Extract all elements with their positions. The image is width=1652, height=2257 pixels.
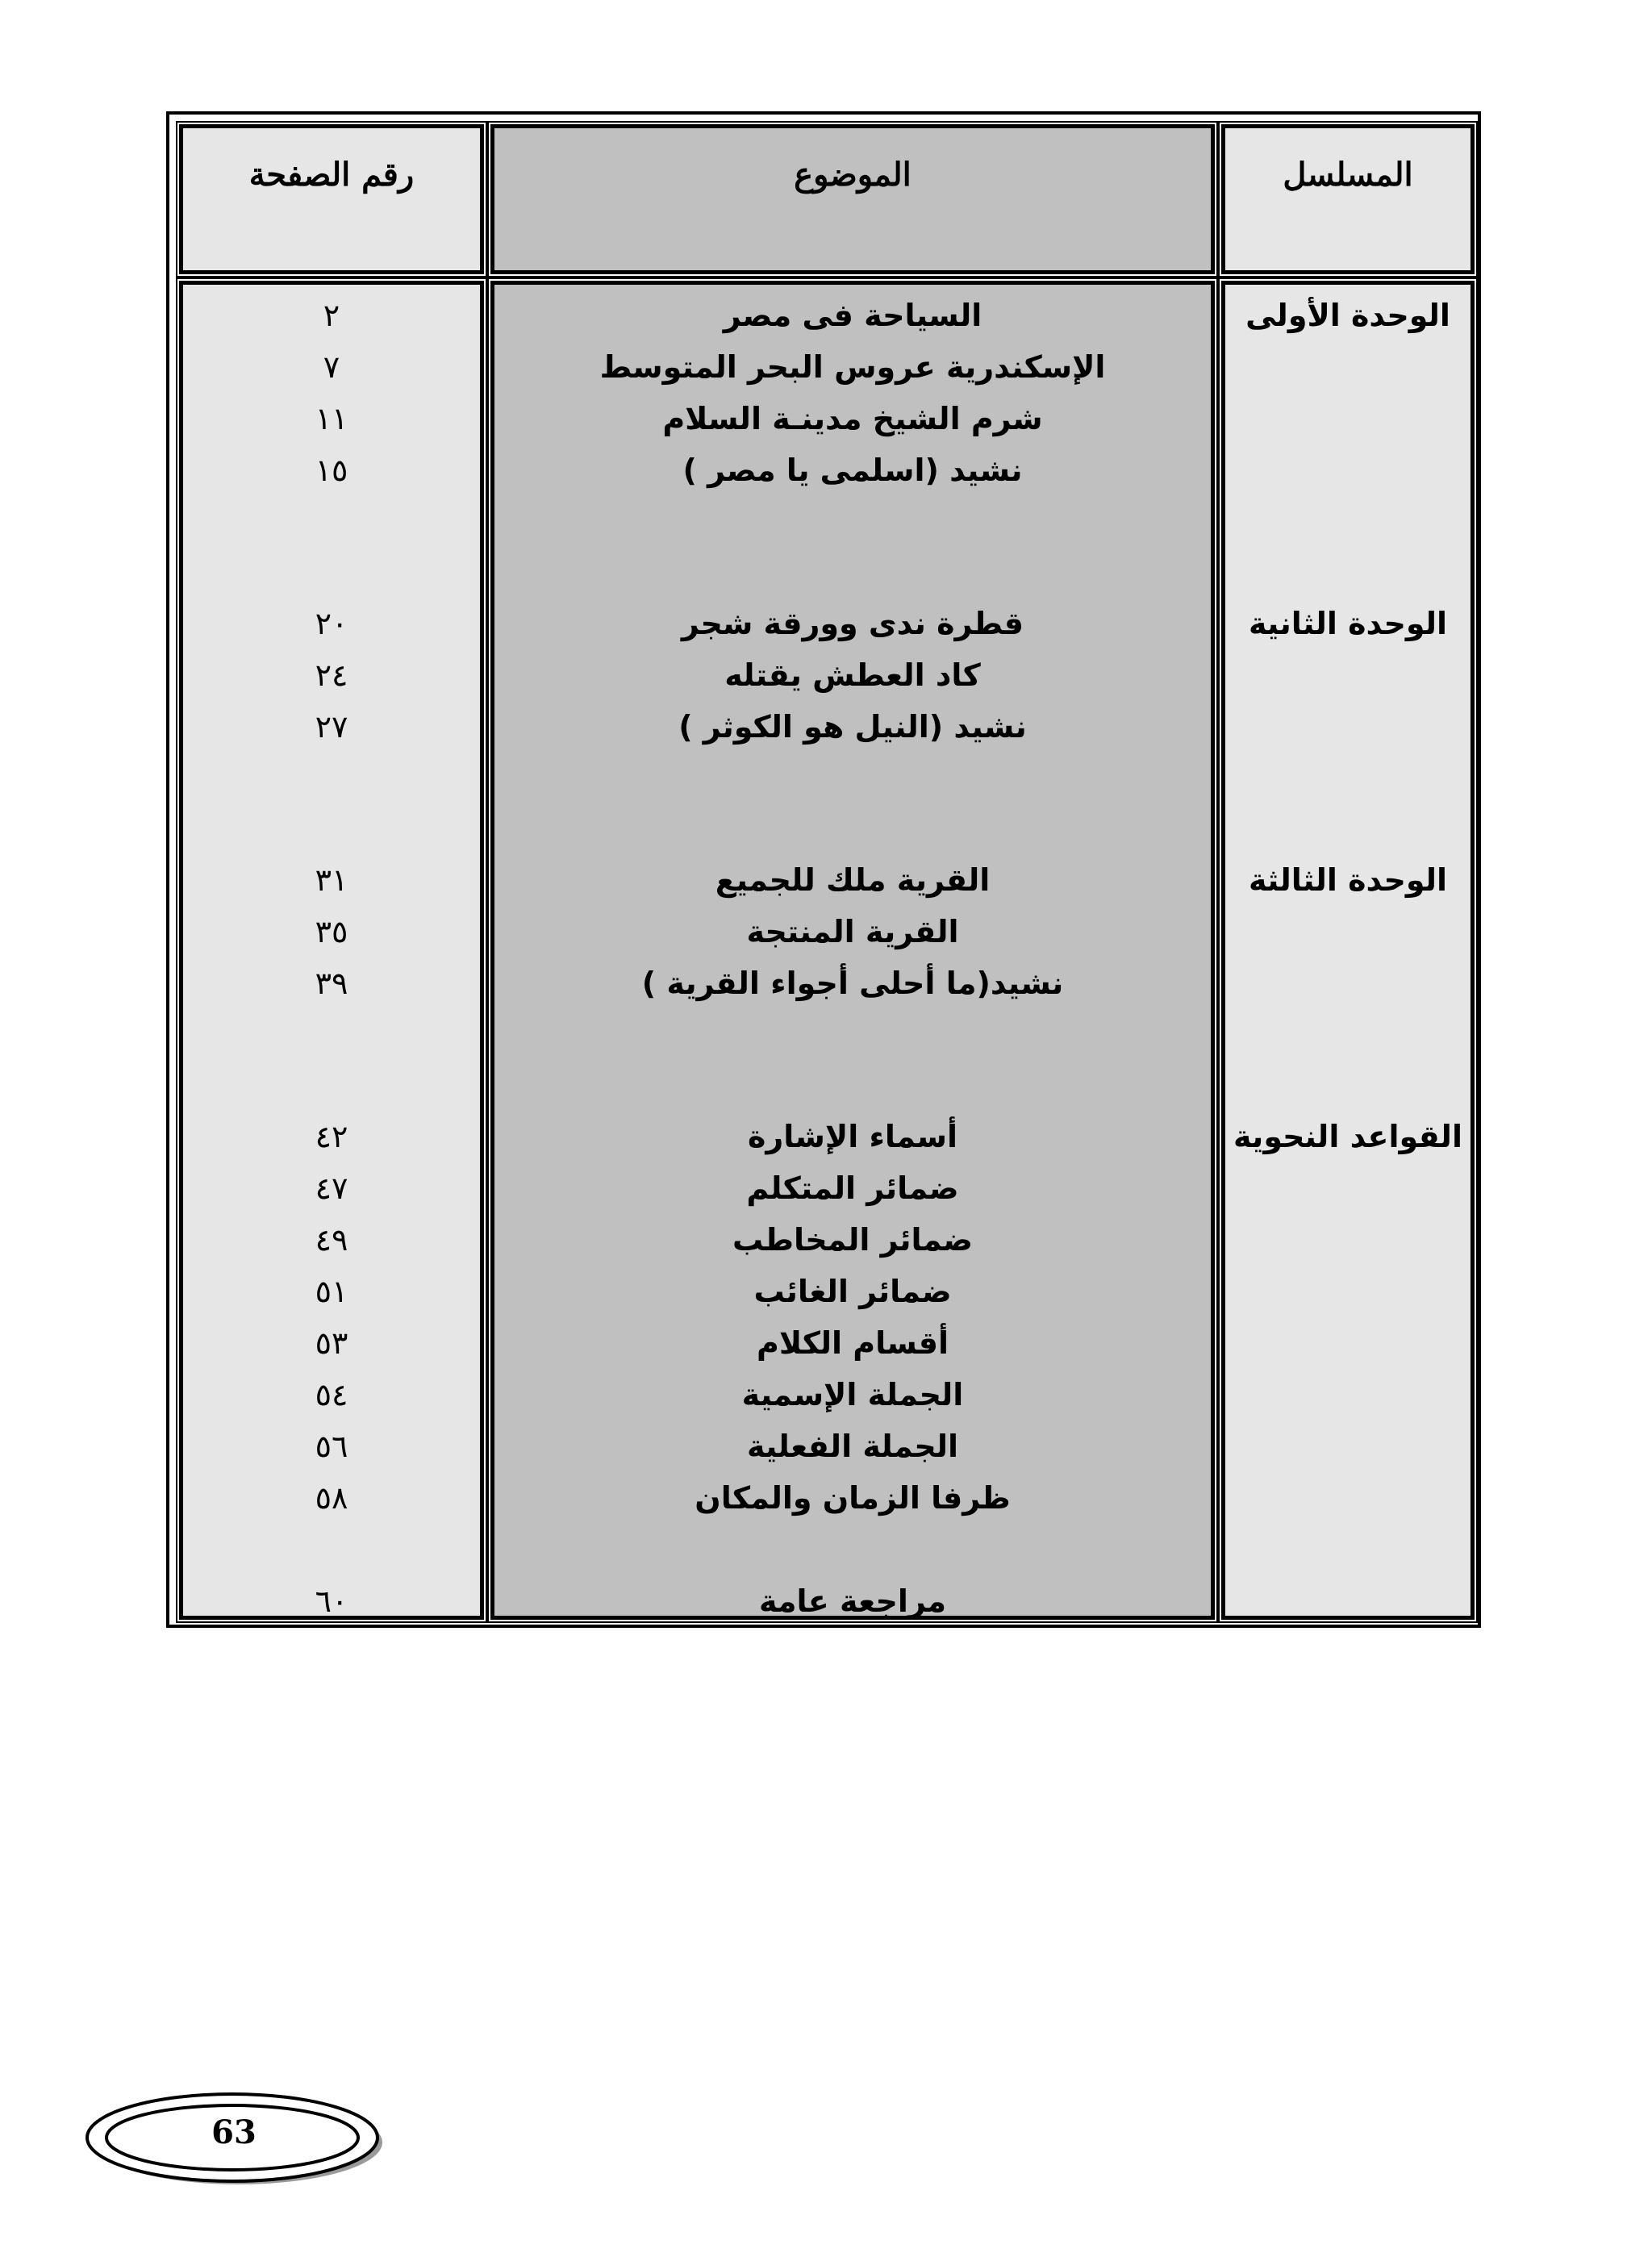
page-number: ٣٩ (315, 966, 348, 1001)
unit-label: الوحدة الثالثة (1248, 862, 1448, 898)
topic-item: ضمائر المخاطب (732, 1222, 974, 1258)
topic-item: السياحة فى مصر (723, 298, 982, 333)
topic-item: شرم الشيخ مدينـة السلام (662, 401, 1043, 436)
page-number-column (179, 281, 484, 1620)
topic-item: ضمائر المتكلم (746, 1170, 959, 1206)
page-number: ٣٥ (315, 914, 348, 949)
page-number-badge (81, 2089, 387, 2189)
topic-item: نشيد(ما أحلى أجواء القرية ) (641, 966, 1064, 1001)
page-number: ٣١ (315, 862, 348, 898)
unit-column (1221, 281, 1475, 1620)
topic-item: القرية ملك للجميع (715, 862, 991, 898)
topic-item: نشيد (اسلمى يا مصر ) (682, 453, 1023, 488)
topic-item: أقسام الكلام (756, 1325, 949, 1361)
header-cell-serial (1221, 124, 1475, 274)
topic-item: ظرفا الزمان والمكان (695, 1480, 1011, 1516)
header-topic-label: الموضوع (794, 156, 912, 194)
page-number: ٢٤ (315, 657, 348, 693)
topic-item: نشيد (النيل هو الكوثر ) (678, 709, 1027, 745)
topic-item: مراجعة عامة (758, 1583, 947, 1619)
header-page-label: رقم الصفحة (248, 156, 415, 194)
page-number: ٤٧ (315, 1170, 348, 1206)
header-cell-topic (490, 124, 1215, 274)
page-number-label: 63 (211, 2113, 257, 2151)
page-number: ٤٢ (315, 1119, 348, 1154)
page-number: ١١ (315, 401, 348, 436)
page-number: ١٥ (315, 453, 348, 488)
header-cell-page (179, 124, 484, 274)
topic-column (490, 281, 1215, 1620)
header-serial-label: المسلسل (1283, 156, 1413, 194)
page-number: ٦٠ (315, 1583, 348, 1619)
unit-label: القواعد النحوية (1233, 1119, 1462, 1154)
topic-item: الإسكندرية عروس البحر المتوسط (599, 349, 1106, 385)
topic-item: الجملة الإسمية (741, 1377, 964, 1412)
page-number: ٢٠ (315, 606, 348, 641)
topic-item: أسماء الإشارة (747, 1119, 958, 1154)
topic-item: كاد العطش يقتله (724, 657, 981, 693)
unit-label: الوحدة الثانية (1248, 606, 1448, 641)
page-number: ٧ (323, 349, 340, 385)
topic-item: ضمائر الغائب (753, 1274, 952, 1309)
topic-item: الجملة الفعلية (746, 1429, 959, 1464)
topic-item: القرية المنتجة (746, 914, 959, 949)
unit-label: الوحدة الأولى (1245, 298, 1450, 333)
page-number: ٥٦ (315, 1429, 348, 1464)
page-number: ٢٧ (315, 709, 348, 745)
topic-item: قطرة ندى وورقة شجر (681, 606, 1024, 641)
page-number: ٥٣ (315, 1325, 348, 1361)
page-number: ٥٤ (315, 1377, 348, 1412)
page-number: ٤٩ (315, 1222, 348, 1258)
page-number: ٢ (323, 298, 340, 333)
page-number: ٥٨ (315, 1480, 348, 1516)
table-of-contents (166, 111, 1481, 1628)
page-number: ٥١ (315, 1274, 348, 1309)
